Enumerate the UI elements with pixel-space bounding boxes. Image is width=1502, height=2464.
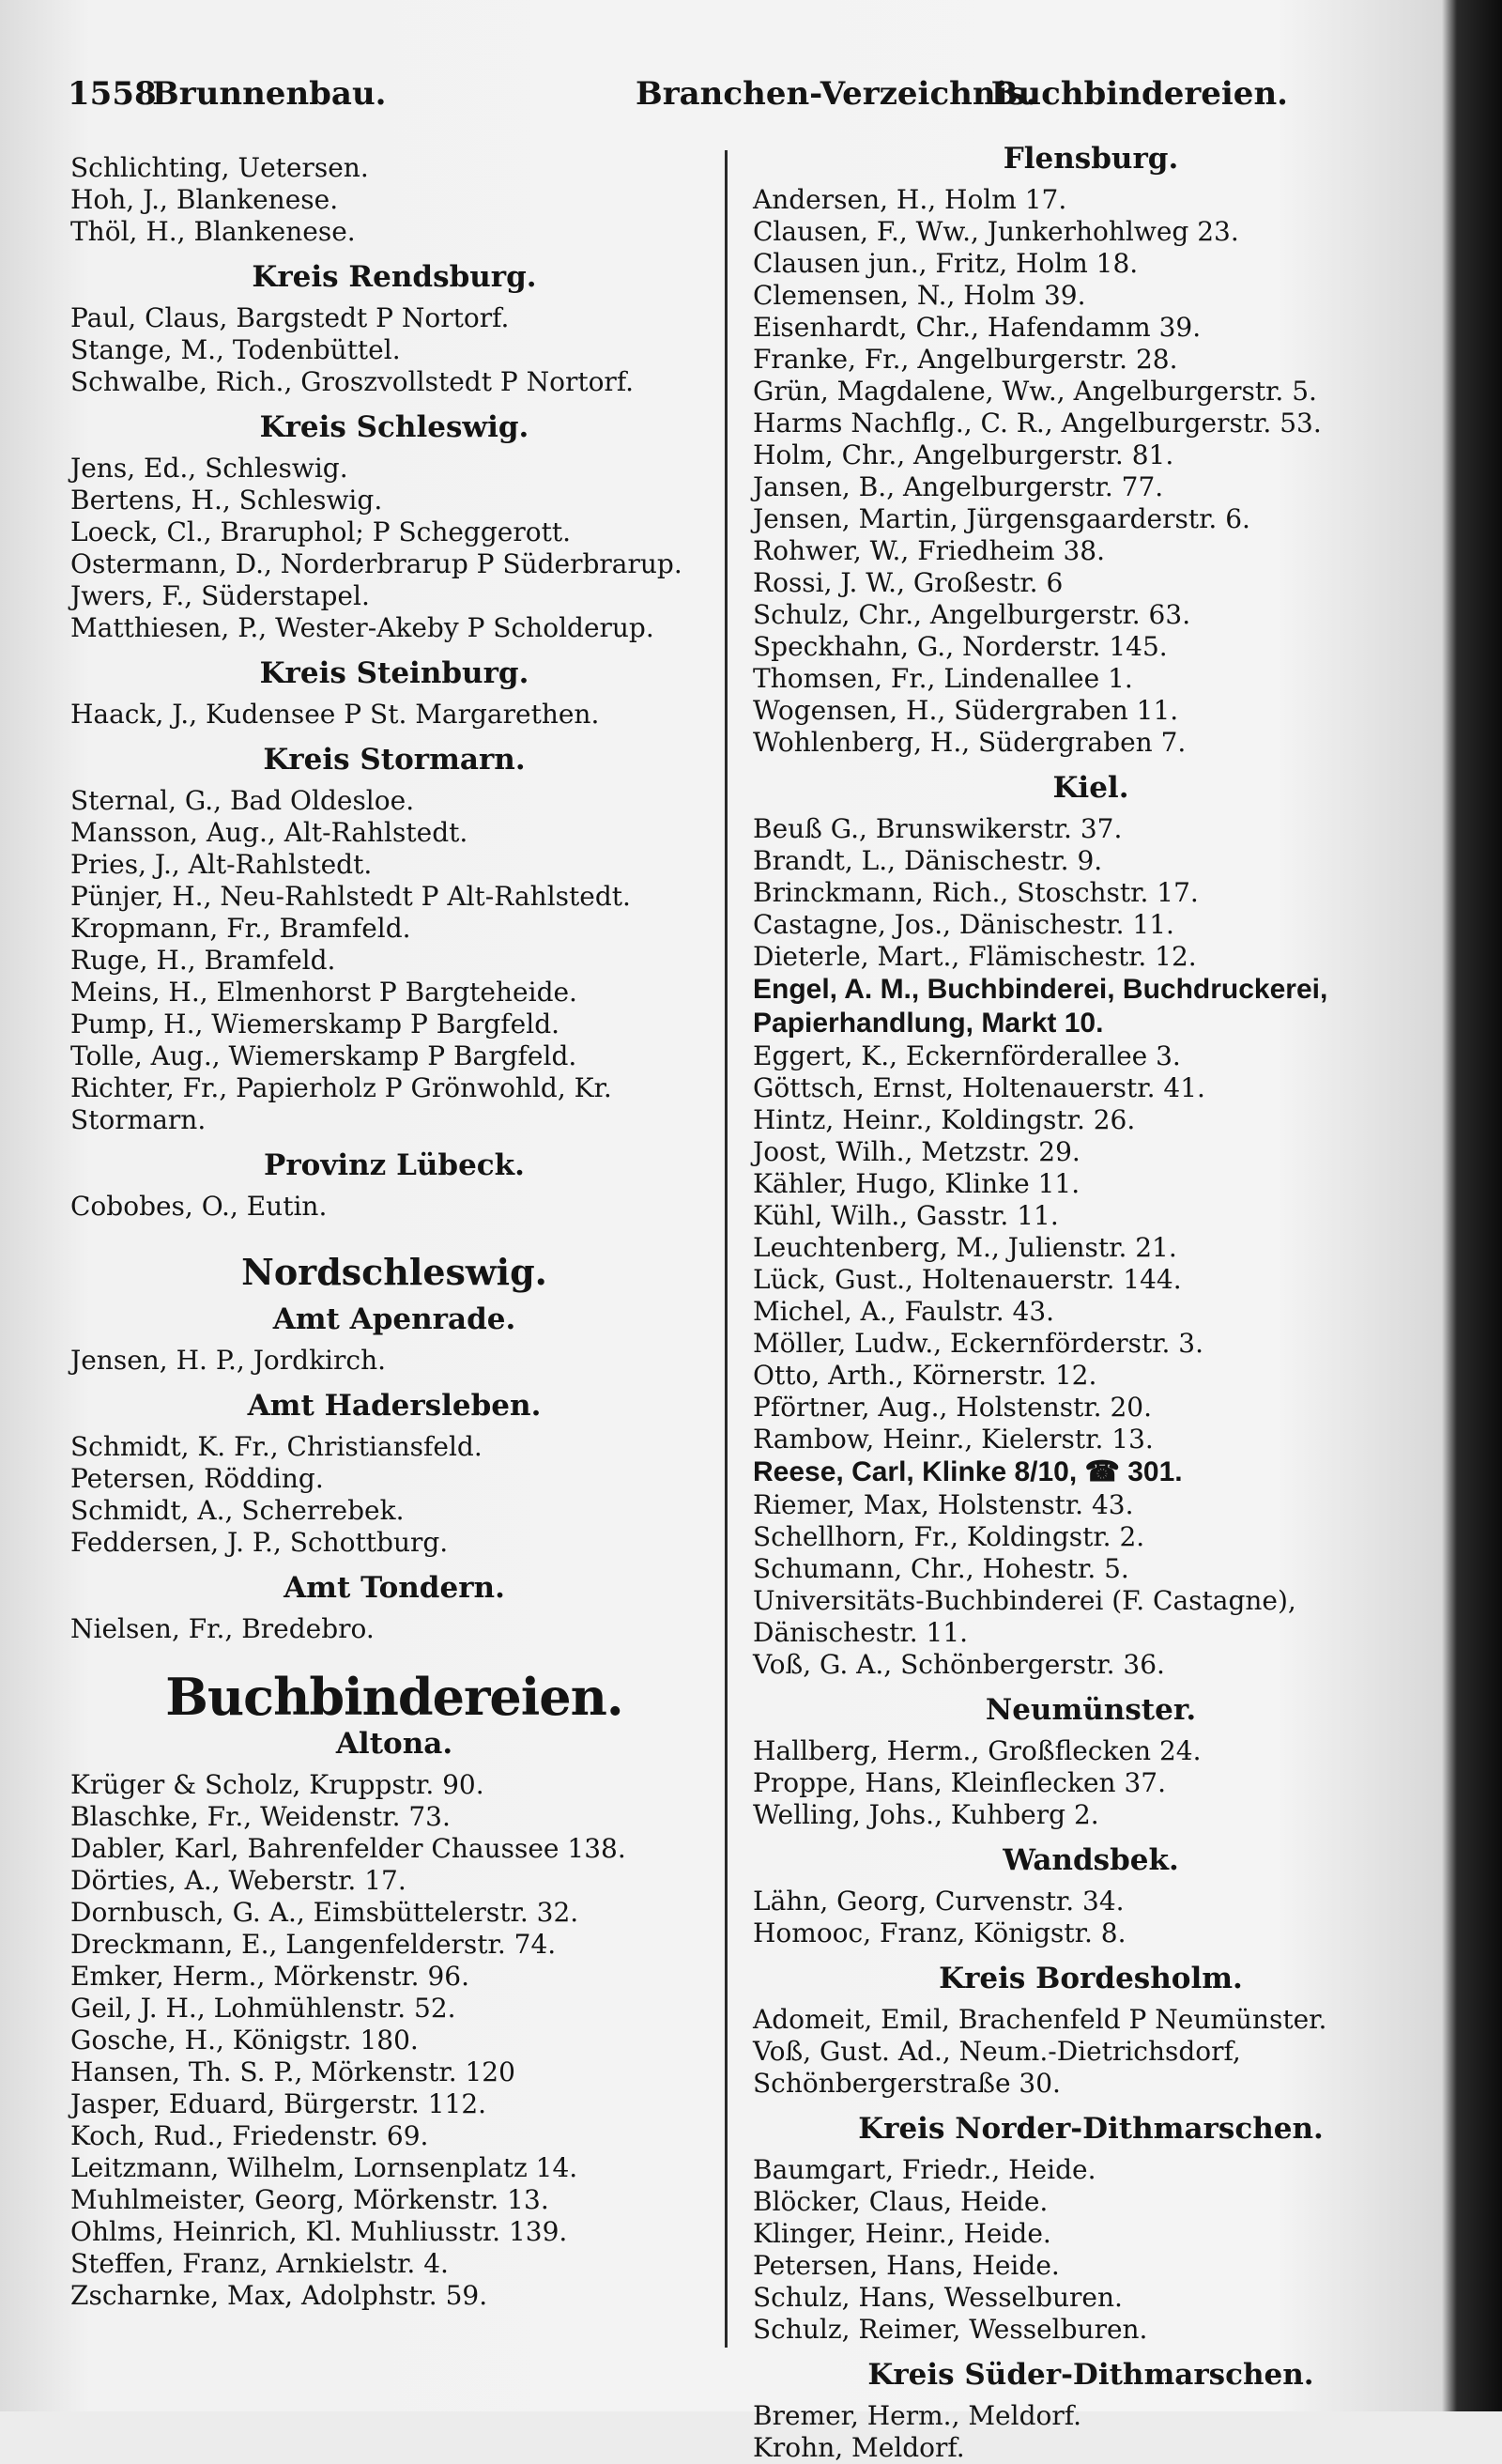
directory-entry: Meins, H., Elmenhorst P Bargteheide. [70,977,577,1008]
directory-entry: Lück, Gust., Holtenauerstr. 144. [753,1264,1182,1295]
directory-entry: Leuchtenberg, M., Julienstr. 21. [753,1232,1177,1263]
directory-entry: Zscharnke, Max, Adolphstr. 59. [70,2280,488,2311]
directory-entry: Proppe, Hans, Kleinflecken 37. [753,1767,1166,1798]
directory-entry: Schulz, Chr., Angelburgerstr. 63. [753,599,1191,630]
directory-entry: Sternal, G., Bad Oldesloe. [70,785,415,816]
directory-entry: Blaschke, Fr., Weidenstr. 73. [70,1801,451,1832]
directory-entry: Schmidt, K. Fr., Christiansfeld. [70,1431,483,1462]
directory-entry: Schmidt, A., Scherrebek. [70,1495,405,1526]
directory-entry: Haack, J., Kudensee P St. Margarethen. [70,699,600,730]
directory-entry: Universitäts-Buchbinderei (F. Castagne), Dänischestr. 11. [753,1585,1296,1648]
section-heading: Altona. [335,1727,453,1761]
directory-entry: Ostermann, D., Norderbrarup P Süderbrarup. [70,548,682,579]
directory-entry: Gosche, H., Königstr. 180. [70,2025,419,2056]
directory-entry: Schwalbe, Rich., Groszvollstedt P Nortorf. [70,366,635,397]
directory-entry: Clausen jun., Fritz, Holm 18. [753,248,1139,279]
directory-entry: Holm, Chr., Angelburgerstr. 81. [753,439,1174,470]
directory-entry: Krüger & Scholz, Kruppstr. 90. [70,1769,484,1800]
directory-entry: Adomeit, Emil, Brachenfeld P Neumünster. [753,2004,1327,2035]
header-left-title: Brunnenbau. [152,75,387,113]
directory-entry: Homooc, Franz, Königstr. 8. [753,1917,1126,1948]
directory-entry: Bremer, Herm., Meldorf. [753,2400,1082,2431]
directory-entry: Welling, Johs., Kuhberg 2. [753,1799,1099,1830]
directory-entry: Pförtner, Aug., Holstenstr. 20. [753,1392,1153,1423]
directory-entry: Wohlenberg, H., Südergraben 7. [753,727,1187,758]
directory-entry: Pump, H., Wiemerskamp P Bargfeld. [70,1009,560,1040]
directory-entry: Thomsen, Fr., Lindenallee 1. [753,663,1133,694]
directory-entry: Eggert, K., Eckernförderallee 3. [753,1040,1181,1071]
directory-entry: Kropmann, Fr., Bramfeld. [70,913,411,944]
directory-entry: Mansson, Aug., Alt-Rahlstedt. [70,817,468,848]
section-heading: Amt Tondern. [284,1571,505,1605]
directory-entry: Pünjer, H., Neu-Rahlstedt P Alt-Rahlstedt. [70,881,631,912]
directory-entry: Schumann, Chr., Hohestr. 5. [753,1553,1129,1584]
section-heading: Wandsbek. [1003,1843,1179,1877]
directory-entry: Krohn, Meldorf. [753,2432,965,2463]
header-right-title: Buchbindereien. [990,75,1288,113]
directory-entry: Schlichting, Uetersen. [70,152,369,183]
directory-entry: Michel, A., Faulstr. 43. [753,1296,1055,1327]
directory-entry: Andersen, H., Holm 17. [753,184,1067,215]
directory-entry: Baumgart, Friedr., Heide. [753,2154,1096,2185]
directory-entry: Beuß G., Brunswikerstr. 37. [753,813,1123,844]
directory-entry: Tolle, Aug., Wiemerskamp P Bargfeld. [70,1040,577,1071]
directory-entry: Dreckmann, E., Langenfelderstr. 74. [70,1929,557,1960]
section-heading: Provinz Lübeck. [264,1148,525,1182]
directory-entry: Wogensen, H., Südergraben 11. [753,695,1179,726]
directory-entry: Hallberg, Herm., Großflecken 24. [753,1735,1202,1766]
directory-entry: Loeck, Cl., Braruphol; P Scheggerott. [70,516,571,547]
directory-entry: Rambow, Heinr., Kielerstr. 13. [753,1424,1154,1455]
directory-entry: Cobobes, O., Eutin. [70,1191,328,1222]
directory-entry: Koch, Rud., Friedenstr. 69. [70,2120,429,2151]
section-heading: Buchbindereien. [165,1667,623,1727]
section-heading: Kiel. [1052,771,1129,805]
directory-entry: Petersen, Hans, Heide. [753,2250,1060,2281]
directory-entry: Paul, Claus, Bargstedt P Nortorf. [70,302,510,333]
section-heading: Kreis Stormarn. [263,743,526,777]
section-heading: Neumünster. [985,1693,1197,1727]
directory-entry: Thöl, H., Blankenese. [70,216,356,247]
directory-entry: Leitzmann, Wilhelm, Lornsenplatz 14. [70,2152,578,2183]
right-column [753,141,1429,2464]
directory-entry: Ruge, H., Bramfeld. [70,945,336,976]
directory-entry: Feddersen, J. P., Schottburg. [70,1527,449,1558]
directory-entry: Kühl, Wilh., Gasstr. 11. [753,1200,1059,1231]
directory-entry: Eisenhardt, Chr., Hafendamm 39. [753,312,1202,343]
directory-entry: Dornbusch, G. A., Eimsbüttelerstr. 32. [70,1897,579,1928]
left-column [70,152,718,2312]
directory-entry: Jensen, Martin, Jürgensgaarderstr. 6. [753,503,1250,534]
directory-entry: Voß, G. A., Schönbergerstr. 36. [753,1649,1165,1680]
directory-entry: Brandt, L., Dänischestr. 9. [753,845,1103,876]
directory-entry: Brinckmann, Rich., Stoschstr. 17. [753,877,1199,908]
directory-entry: Grün, Magdalene, Ww., Angelburgerstr. 5. [753,376,1317,407]
directory-entry: Hoh, J., Blankenese. [70,184,339,215]
directory-entry: Clausen, F., Ww., Junkerhohlweg 23. [753,216,1239,247]
directory-entry: Schellhorn, Fr., Koldingstr. 2. [753,1521,1145,1552]
directory-entry: Harms Nachflg., C. R., Angelburgerstr. 53. [753,408,1322,439]
page-number: 1558 [68,75,157,113]
section-heading: Kreis Rendsburg. [252,260,537,294]
section-heading: Amt Apenrade. [272,1302,516,1336]
directory-entry: Bertens, H., Schleswig. [70,485,383,516]
directory-entry: Muhlmeister, Georg, Mörkenstr. 13. [70,2184,549,2215]
directory-entry: Jansen, B., Angelburgerstr. 77. [753,471,1164,502]
section-heading: Kreis Steinburg. [259,656,529,690]
directory-entry: Pries, J., Alt-Rahlstedt. [70,849,373,880]
directory-entry: Ohlms, Heinrich, Kl. Muhliusstr. 139. [70,2216,568,2247]
directory-entry: Richter, Fr., Papierholz P Grönwohld, Kr. Stormarn. [70,1072,612,1135]
directory-entry: Otto, Arth., Körnerstr. 12. [753,1360,1097,1391]
section-heading: Nordschleswig. [241,1251,547,1293]
directory-entry: Geil, J. H., Lohmühlenstr. 52. [70,1993,456,2024]
section-heading: Kreis Süder-Dithmarschen. [867,2358,1314,2392]
directory-entry: Clemensen, N., Holm 39. [753,280,1086,311]
section-heading: Amt Hadersleben. [247,1389,542,1423]
directory-entry: Dörties, A., Weberstr. 17. [70,1865,406,1896]
directory-entry: Franke, Fr., Angelburgerstr. 28. [753,344,1178,375]
advertised-entry: Reese, Carl, Klinke 8/10, ☎ 301. [753,1456,1183,1487]
directory-entry: Dabler, Karl, Bahrenfelder Chaussee 138. [70,1833,626,1864]
directory-entry: Hansen, Th. S. P., Mörkenstr. 120 [70,2056,515,2087]
page-header [68,75,1288,131]
directory-entry: Klinger, Heinr., Heide. [753,2218,1051,2249]
header-center-title: Branchen-Verzeichnis. [636,75,1037,113]
directory-entry: Matthiesen, P., Wester-Akeby P Scholderup. [70,612,654,643]
directory-entry: Joost, Wilh., Metzstr. 29. [753,1136,1081,1167]
directory-entry: Speckhahn, G., Norderstr. 145. [753,631,1168,662]
directory-entry: Stange, M., Todenbüttel. [70,334,401,365]
directory-entry: Dieterle, Mart., Flämischestr. 12. [753,941,1197,972]
directory-entry: Lähn, Georg, Curvenstr. 34. [753,1886,1125,1917]
directory-entry: Petersen, Rödding. [70,1463,324,1494]
directory-entry: Steffen, Franz, Arnkielstr. 4. [70,2248,449,2279]
directory-entry: Castagne, Jos., Dänischestr. 11. [753,909,1174,940]
directory-entry: Schulz, Reimer, Wesselburen. [753,2314,1148,2345]
directory-entry: Voß, Gust. Ad., Neum.-Dietrichsdorf, Schönbergerstraße 30. [753,2036,1241,2099]
directory-entry: Rossi, J. W., Großestr. 6 [753,567,1064,598]
directory-entry: Schulz, Hans, Wesselburen. [753,2282,1123,2313]
directory-entry: Nielsen, Fr., Bredebro. [70,1613,375,1644]
directory-entry: Emker, Herm., Mörkenstr. 96. [70,1961,470,1992]
directory-entry: Rohwer, W., Friedheim 38. [753,535,1106,566]
directory-entry: Jwers, F., Süderstapel. [70,580,370,611]
advertised-entry: Engel, A. M., Buchbinderei, Buchdruckerei, Papierhandlung, Markt 10. [753,974,1328,1039]
directory-entry: Jensen, H. P., Jordkirch. [70,1345,386,1376]
directory-entry: Jasper, Eduard, Bürgerstr. 112. [70,2088,487,2119]
directory-entry: Blöcker, Claus, Heide. [753,2186,1049,2217]
directory-entry: Riemer, Max, Holstenstr. 43. [753,1489,1134,1520]
directory-entry: Jens, Ed., Schleswig. [70,453,348,484]
directory-entry: Göttsch, Ernst, Holtenauerstr. 41. [753,1072,1205,1103]
directory-entry: Kähler, Hugo, Klinke 11. [753,1168,1081,1199]
directory-entry: Hintz, Heinr., Koldingstr. 26. [753,1104,1136,1135]
section-heading: Flensburg. [1003,142,1179,176]
directory-entry: Möller, Ludw., Eckernförderstr. 3. [753,1328,1204,1359]
section-heading: Kreis Bordesholm. [939,1962,1243,1995]
section-heading: Kreis Schleswig. [259,410,529,444]
section-heading: Kreis Norder-Dithmarschen. [858,2112,1324,2146]
column-divider [725,150,728,2348]
